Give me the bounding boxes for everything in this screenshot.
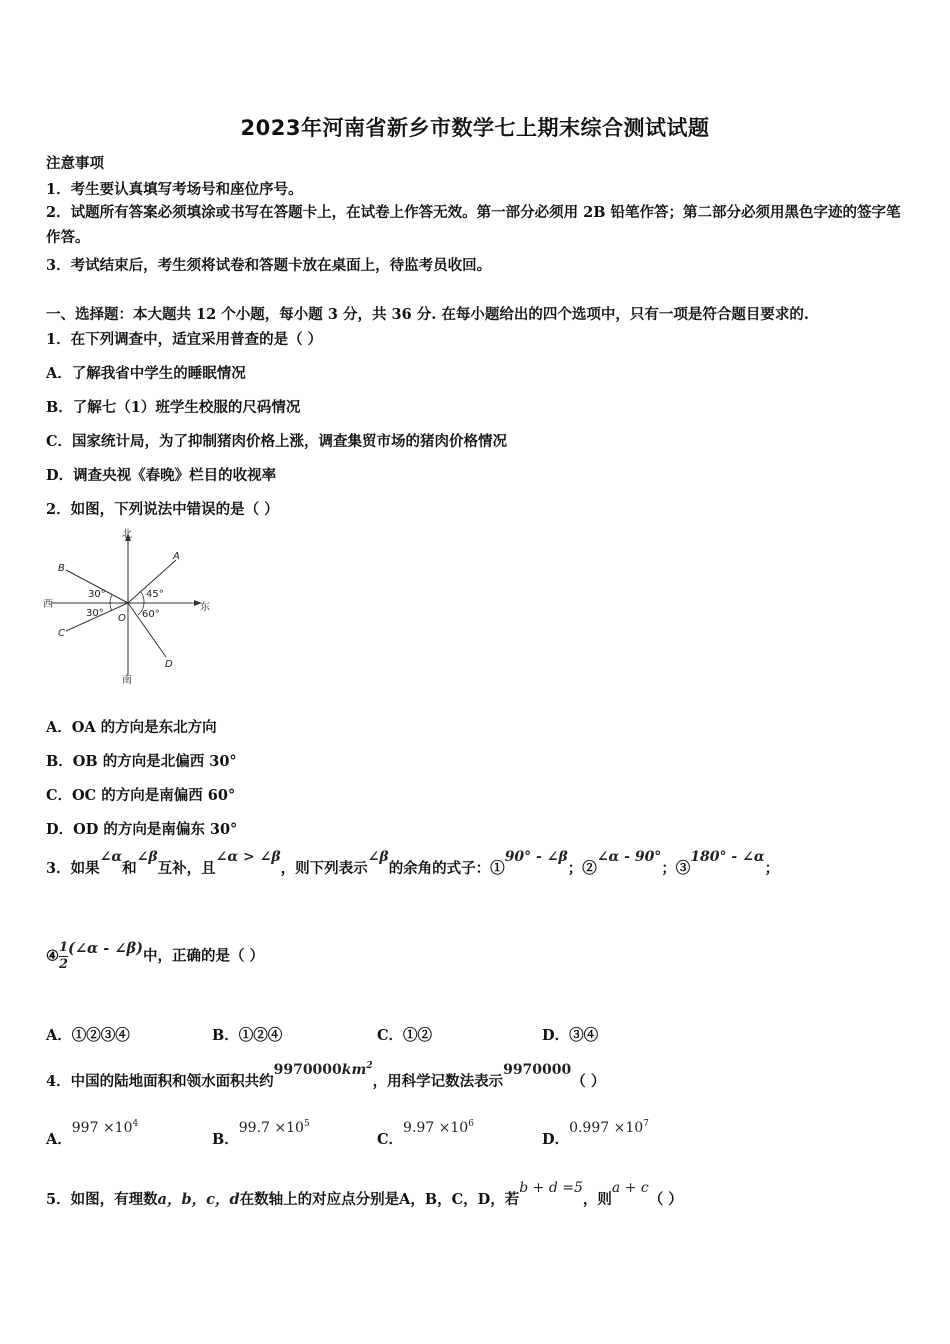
label-d: D	[165, 659, 173, 670]
q5-points: A，B，C，D	[399, 1191, 491, 1208]
notice-item-2: 2．试题所有答案必须填涂或书写在答题卡上，在试卷上作答无效。第一部分必须用 2B 铅笔作答；第二部分必须用黑色字迹的签字笔作答。	[46, 204, 901, 246]
label-south: 南	[122, 675, 132, 685]
label-a: A	[173, 551, 180, 562]
q5-math-2: a + c	[611, 1180, 649, 1196]
q1-option-c: C．国家统计局，为了抑制猪肉价格上涨，调查集贸市场的猪肉价格情况	[46, 433, 508, 450]
direction-diagram	[40, 525, 220, 685]
q1-option-b: B．了解七（1）班学生校服的尺码情况	[46, 399, 301, 416]
angle-c: 30°	[86, 608, 104, 619]
label-west: 西	[43, 599, 53, 610]
q4-text-2: ，用科学记数法表示	[372, 1073, 504, 1090]
q5-stem	[46, 1180, 683, 1209]
q3-text-7: ；③	[661, 860, 691, 877]
q4-math-1: $9970000km^2$	[273, 1061, 373, 1078]
q5-text-1: 5．如图，有理数	[46, 1191, 158, 1208]
q3-text-5: 的余角的式子：①	[388, 860, 505, 877]
q4-text-1: 4．中国的陆地面积和领水面积共约	[46, 1073, 274, 1090]
q3-option-d: D．③④	[542, 1027, 599, 1044]
arc-a	[140, 591, 144, 603]
q3-text-10: 中，正确的是（ ）	[142, 947, 265, 965]
label-c: C	[58, 628, 65, 639]
q3-math-3: ∠α > ∠β	[215, 849, 281, 865]
direction-figure	[40, 525, 220, 685]
q3-text-1: 3．如果	[46, 860, 100, 877]
q2-stem: 2．如图，下列说法中错误的是（ ）	[46, 501, 279, 518]
q3-stem	[46, 849, 780, 878]
q2-option-c: C．OC 的方向是南偏西 60°	[46, 787, 236, 804]
q3-math-4: ∠β	[367, 849, 389, 865]
q2-option-a: A．OA 的方向是东北方向	[46, 719, 217, 736]
q1-option-d: D．调查央视《春晚》栏目的收视率	[46, 467, 277, 484]
q5-text-2: 在数轴上的对应点分别是	[239, 1191, 400, 1208]
q2-option-d: D．OD 的方向是南偏东 30°	[46, 821, 238, 838]
angle-a: 45°	[146, 589, 164, 600]
q3-text-9: ④	[46, 947, 59, 965]
label-o: O	[118, 613, 126, 624]
q3-expr-2: ∠α - 90°	[596, 849, 662, 865]
label-north: 北	[122, 529, 132, 540]
q4-option-d: D．$0.997 \times 10^7$	[542, 1119, 649, 1148]
angle-d: 60°	[142, 609, 160, 620]
arc-b	[110, 595, 112, 603]
q3-option-b: B．①②④	[212, 1027, 283, 1044]
q2-option-b: B．OB 的方向是北偏西 30°	[46, 753, 237, 770]
angle-b: 30°	[88, 589, 106, 600]
page-title: 2023年河南省新乡市数学七上期末综合测试试题	[240, 116, 710, 140]
q5-text-3: ，若	[490, 1191, 520, 1208]
arc-c	[110, 603, 112, 611]
q4-text-3: （ ）	[571, 1073, 606, 1090]
q5-vars: a，b，c，d	[157, 1191, 240, 1208]
q3-text-8: ；	[764, 860, 780, 877]
label-b: B	[58, 563, 65, 574]
q3-option-a: A．①②③④	[46, 1027, 130, 1044]
q3-fraction: $\frac{1}{2}$	[59, 940, 69, 972]
label-east: 东	[200, 602, 210, 613]
q5-math-1: b + d =5	[519, 1180, 583, 1196]
q3-stem-cont	[46, 940, 264, 973]
q3-expr-4: (∠α - ∠β)	[68, 939, 143, 957]
q3-text-6: ；②	[567, 860, 597, 877]
q3-text-4: ，则下列表示	[280, 860, 368, 877]
q3-expr-3: 180° - ∠α	[690, 849, 765, 865]
q3-text-2: 和	[122, 860, 137, 877]
q3-expr-1: 90° - ∠β	[504, 849, 568, 865]
q4-option-b: B．$99.7 \times 10^5$	[212, 1119, 310, 1148]
q5-text-5: （ ）	[648, 1191, 683, 1208]
notice-item-1: 1．考生要认真填写考场号和座位序号。	[46, 181, 303, 198]
q3-math-1: ∠α	[99, 849, 123, 865]
q1-stem: 1．在下列调查中，适宜采用普查的是（ ）	[46, 331, 323, 348]
q3-math-2: ∠β	[136, 849, 158, 865]
q4-stem	[46, 1061, 606, 1091]
q4-option-c: C．$9.97 \times 10^6$	[377, 1119, 474, 1148]
q3-option-c: C．①②	[377, 1027, 433, 1044]
notice-item-3: 3．考试结束后，考生须将试卷和答题卡放在桌面上，待监考员收回。	[46, 257, 492, 274]
notice-heading: 注意事项	[46, 155, 104, 172]
q4-math-2: 9970000	[503, 1062, 572, 1078]
q5-text-4: ，则	[582, 1191, 612, 1208]
section-heading: 一、选择题：本大题共 12 个小题，每小题 3 分，共 36 分. 在每小题给出的四个选项中，只有一项是符合题目要求的.	[46, 306, 809, 323]
q4-option-a: A．$997 \times 10^4$	[46, 1119, 139, 1148]
q3-text-3: 互补，且	[157, 860, 216, 877]
q1-option-a: A．了解我省中学生的睡眠情况	[46, 365, 246, 382]
